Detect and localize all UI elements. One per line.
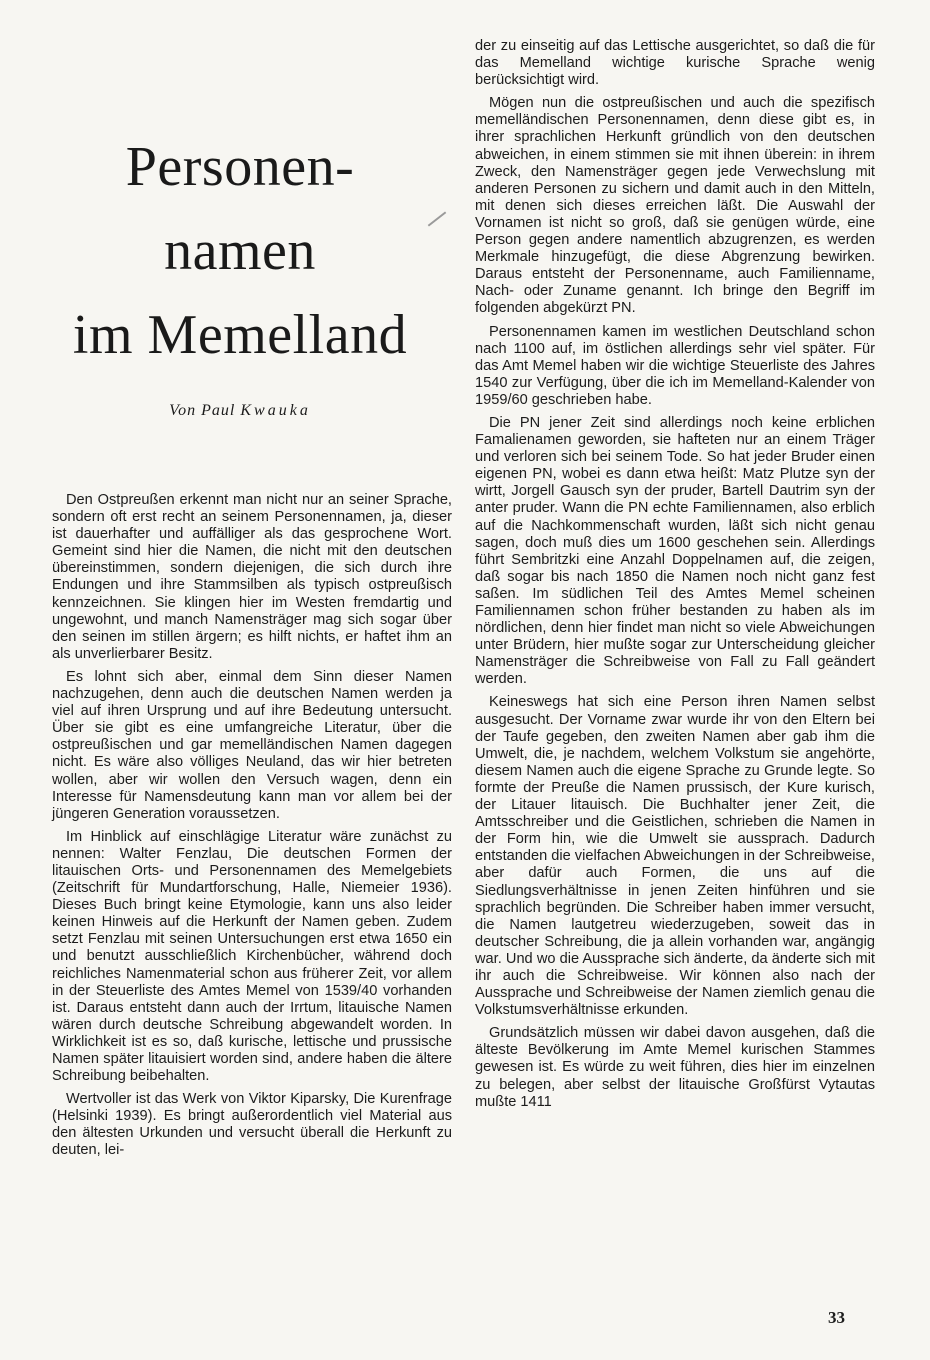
- byline-author: Kwauka: [240, 402, 311, 419]
- article-title: [40, 125, 440, 377]
- paragraph: Im Hinblick auf einschlägige Literatur wäre zunächst zu nennen: Walter Fenzlau, Die deutschen Formen der litauischen Orts- und Personennamen des Memelgebiets (Zeitschrift für Mundartforschung, Halle, Niemeier 1936). Dieses Buch bringt keine Etymologie, kann uns also leider keinen Hinweis auf die Herkunft der Namen geben. Zudem setzt Fenzlau mit seinen Untersuchungen erst etwa 1650 ein und benutzt ausschließlich Kirchenbücher, während doch reichliches Namenmaterial schon aus früherer Zeit, vor allem in der Steuerliste des Amtes Memel von 1539/40 vorhanden ist. Daraus entsteht dann auch der Irrtum, litauische Namen wären durch deutsche Schreibung abgewandelt worden. In Wirklichkeit ist es so, daß kurische, lettische und prussische Namen später litauisiert worden sind, andere haben die ältere Schreibung beibehalten.: [52, 828, 452, 1085]
- left-column: [52, 492, 452, 1166]
- paragraph: Es lohnt sich aber, einmal dem Sinn dieser Namen nachzugehen, denn auch die deutschen Namen werden ja viel auf ihren Ursprung und auf ihre Bedeutung untersucht. Über sie gibt es eine umfangreiche Literatur, über die ostpreußischen und gar memelländischen Namen dagegen nicht. Es wäre also völliges Neuland, das wir hier betreten wollen, aber wir wollen den Versuch wagen, denn ein Interesse für Namensdeutung kann man vor allem bei der jüngeren Generation voraussetzen.: [52, 668, 452, 822]
- paragraph: Mögen nun die ostpreußischen und auch die spezifisch memelländischen Personennamen, denn diese gibt es, in ihrer sprachlichen Herkunft gründlich von den deutschen abweichen, in einem stimmen sie mit ihnen überein: in ihrem Zweck, den Namensträger gegen jede Verwechslung mit anderen Personen zu sichern und damit auch in den Mitteln, mit denen sich dieses erreichen läßt. Die Auswahl der Vornamen ist nicht so groß, daß sie genügen würde, eine Person gegen andere namentlich abzugrenzen, es werden Merkmale hinzugefügt, die diese Abgrenzung bewirken. Daraus entsteht der Personenname, auch Familienname, Nach- oder Zuname genannt. Ich bringe den Begriff im folgenden abgekürzt PN.: [475, 95, 875, 317]
- paragraph: Grundsätzlich müssen wir dabei davon ausgehen, daß die älteste Bevölkerung im Amte Memel kurischen Stammes gewesen ist. Es würde zu weit führen, dies hier im einzelnen zu belegen, aber selbst der litauische Großfürst Vytautas mußte 1411: [475, 1025, 875, 1110]
- title-line-3: im Memelland: [72, 304, 408, 366]
- paragraph-continued: der zu einseitig auf das Lettische ausgerichtet, so daß die für das Memelland wichtige kurische Sprache wenig berücksichtigt wird.: [475, 38, 875, 89]
- paragraph: Den Ostpreußen erkennt man nicht nur an seiner Sprache, sondern oft erst recht an seinem Personennamen, ja, dieser ist dauerhafter und auffälliger als das gesprochene Wort. Gemeint sind hier die Namen, die nicht mit den deutschen übereinstimmen, sondern diejenigen, die sich durch ihre Endungen und ihre Stammsilben als typisch ostpreußisch kennzeichnen. Sie klingen hier im Westen fremdartig und ungewohnt, und manch Namensträger mag sich sogar über den seinen im stillen ärgern; es hilft nichts, er haftet ihm an als unverlierbarer Besitz.: [52, 492, 452, 662]
- paragraph: Wertvoller ist das Werk von Viktor Kiparsky, Die Kurenfrage (Helsinki 1939). Es bringt außerordentlich viel Material aus den ältesten Urkunden und versucht überall die Herkunft zu deuten, lei-: [52, 1091, 452, 1159]
- byline: [40, 402, 440, 420]
- paragraph: Die PN jener Zeit sind allerdings noch keine erblichen Famalienamen geworden, sie hafteten nur an einem Träger und verloren sich bei seinem Tode. So hat jeder Bruder einen eigenen PN, wobei es dann etwa heißt: Matz Plutze syn der wirtt, Jorgell Gausch syn der pruder, Bartell Dautrim syn der anter pruder. Wann die PN echte Familiennamen, also erblich auf die Nachkommenschaft wurden, läßt sich nicht genau sagen, doch muß dies um 1600 geschehen sein. Allerdings führt Sembritzki eine Anzahl Doppelnamen auf, die zeigen, daß sogar bis nach 1850 die Namen noch nicht ganz fest saßen. Im südlichen Teil des Amtes Memel scheinen Familiennamen schon früher bestanden zu haben als im nördlichen, denn hier findet man nicht so viele Abweichungen unter Brüdern, hier mußte sogar zur Unterscheidung gleicher Namensträger die Schreibweise von Fall zu Fall geändert werden.: [475, 414, 875, 688]
- byline-prefix: Von Paul: [169, 402, 236, 419]
- paragraph: Keineswegs hat sich eine Person ihren Namen selbst ausgesucht. Der Vorname zwar wurde ihr von den Eltern bei der Taufe gegeben, den zweiten Namen aber gab ihm die Umwelt, die, je nachdem, welchem Volkstum sie angehörte, diesem Namen auch die eigene Sprache zu Grunde legte. So formte der Preuße die Namen prussisch, der Kure kurisch, der Litauer litauisch. Die Buchhalter jener Zeit, die Amtsschreiber und die Geistlichen, schrieben die Namen in der Form hin, wie die Umwelt sie aussprach. Dadurch entstanden die vielfachen Abweichungen in der Schreibweise, aber dafür auch Formen, die uns auf die Siedlungsverhältnisse in jenen Zeiten hinführen und sie sprachlich begründen. Die Schreiber haben immer versucht, die Namen lautgetreu wiederzugeben, soweit das in deutscher Schreibung, die ja allein vorhanden war, angängig war. Und wo die Aussprache sich änderte, da änderte sich mit ihr auch die Schreibweise. Wir können also nach der Aussprache und Schreibweise der Namen ziemlich genau die Volkstumsverhältnisse erkunden.: [475, 694, 875, 1019]
- title-line-1: Personen-: [125, 136, 355, 198]
- title-line-2: namen: [164, 220, 316, 282]
- paragraph: Personennamen kamen im westlichen Deutschland schon nach 1100 auf, im östlichen allerdings sehr viel später. Für das Amt Memel haben wir die wichtige Steuerliste des Jahres 1540 zur Verfügung, über die ich im Memelland-Kalender von 1959/60 geschrieben habe.: [475, 323, 875, 408]
- right-column: [475, 38, 875, 1117]
- page-number: 33: [828, 1308, 845, 1327]
